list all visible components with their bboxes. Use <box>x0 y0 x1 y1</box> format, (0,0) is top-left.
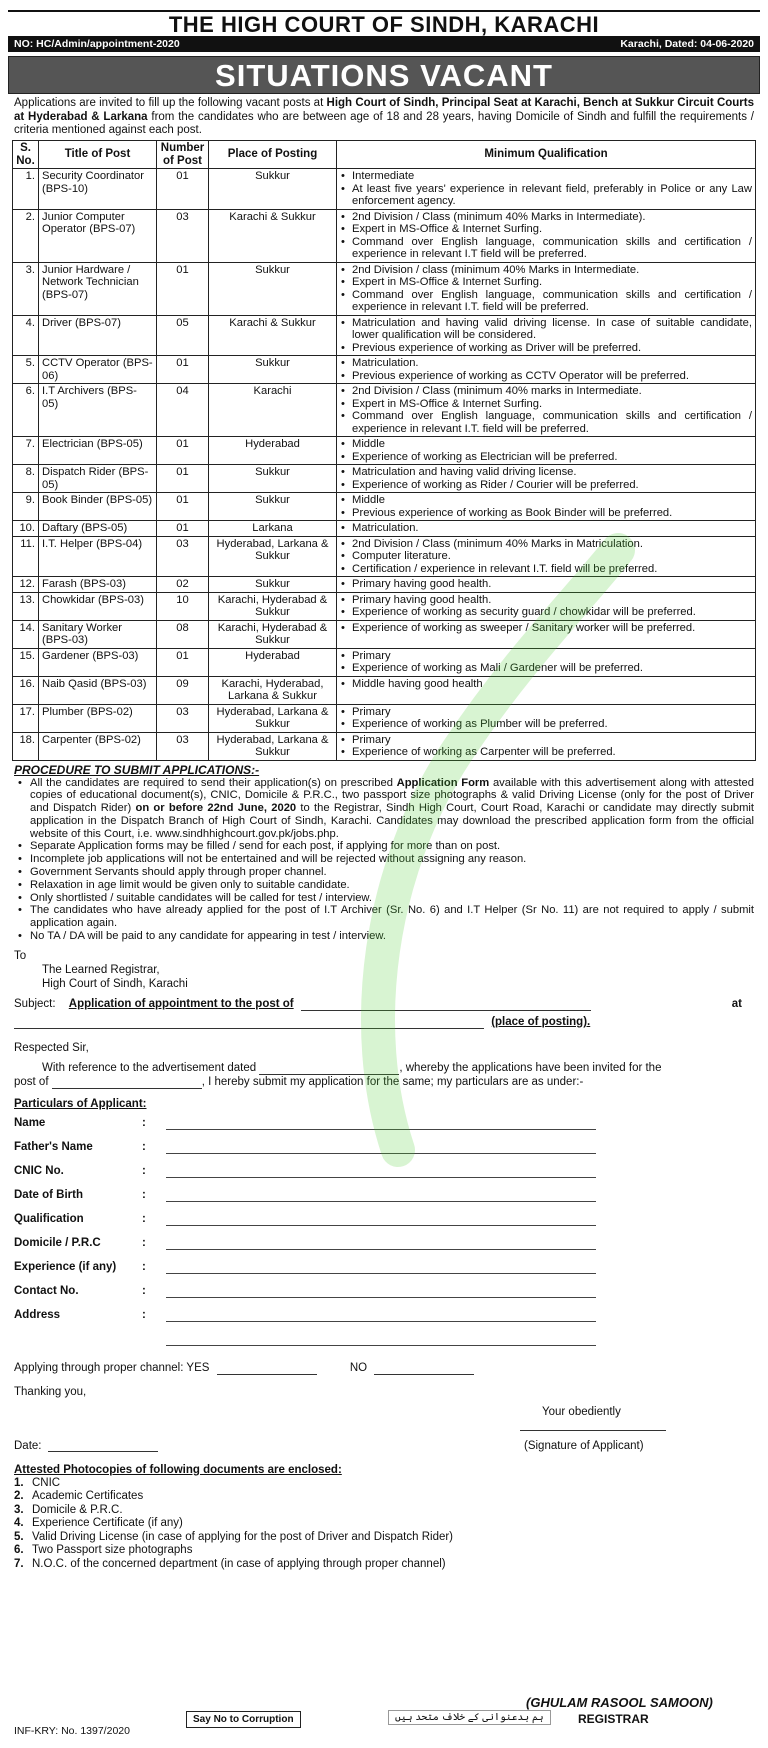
inf-number: INF-KRY: No. 1397/2020 <box>14 1725 130 1737</box>
table-row <box>13 521 756 537</box>
addressee-line-2: High Court of Sindh, Karachi <box>42 977 188 990</box>
procedure-item: • No TA / DA will be paid to any candidate for appearing in test / interview. <box>16 930 754 943</box>
field-colon: : <box>142 1236 146 1249</box>
table-row <box>13 356 756 384</box>
registrar-name: (GHULAM RASOOL SAMOON) <box>526 1695 713 1710</box>
qualification-item: • 2nd Division / Class (minimum 40% Marks in Matriculation. <box>340 538 752 551</box>
field-qualification <box>8 1209 760 1233</box>
vacancy-table <box>12 140 756 761</box>
field-colon: : <box>142 1140 146 1153</box>
cell-sno: 14. <box>13 620 39 648</box>
table-row <box>13 676 756 704</box>
field-address <box>8 1305 760 1329</box>
vacancy-table-body <box>13 169 756 761</box>
field-colon: : <box>142 1284 146 1297</box>
cell-place: Sukkur <box>209 262 337 315</box>
field-label: Experience (if any) <box>14 1260 117 1273</box>
col-number: Number of Post <box>157 141 209 169</box>
field-contact <box>8 1281 760 1305</box>
document-number: 5. <box>14 1530 24 1543</box>
cell-sno: 6. <box>13 384 39 437</box>
col-place: Place of Posting <box>209 141 337 169</box>
qualification-item: • Matriculation. <box>340 522 752 535</box>
cell-number: 01 <box>157 521 209 537</box>
qualification-item: • Experience of working as Mali / Gardener will be preferred. <box>340 662 752 675</box>
field-domicile <box>8 1233 760 1257</box>
intro-paragraph <box>8 94 760 140</box>
cell-place: Karachi, Hyderabad & Sukkur <box>209 592 337 620</box>
cell-qualification <box>337 262 756 315</box>
qualification-list <box>340 522 752 535</box>
cell-place: Hyderabad, Larkana & Sukkur <box>209 704 337 732</box>
court-title: THE HIGH COURT OF SINDH, KARACHI <box>8 10 760 36</box>
domicile-input-line[interactable] <box>166 1249 596 1250</box>
qualification-list <box>340 594 752 619</box>
procedure-item <box>16 777 754 841</box>
qualification-item: • Middle <box>340 494 752 507</box>
cell-place: Karachi, Hyderabad & Sukkur <box>209 620 337 648</box>
field-colon: : <box>142 1116 146 1129</box>
your-obediently: Your obediently <box>542 1405 621 1418</box>
channel-row <box>14 1361 760 1375</box>
reference-bar <box>8 36 760 52</box>
table-row <box>13 262 756 315</box>
qualification-item: • Expert in MS-Office & Internet Surfing. <box>340 223 752 236</box>
qualification-item: • Expert in MS-Office & Internet Surfing. <box>340 276 752 289</box>
registrar-designation: REGISTRAR <box>578 1712 649 1726</box>
cell-qualification <box>337 648 756 676</box>
qualification-list <box>340 170 752 208</box>
qualification-list <box>340 706 752 731</box>
qualification-list <box>340 357 752 382</box>
qualification-list <box>340 264 752 314</box>
advertisement-page <box>8 10 760 1740</box>
cell-sno: 17. <box>13 704 39 732</box>
channel-yes-label: Applying through proper channel: YES <box>14 1361 210 1374</box>
place-row <box>14 1015 760 1033</box>
qualification-list <box>340 538 752 576</box>
document-number: 1. <box>14 1476 24 1489</box>
document-text: Academic Certificates <box>32 1490 144 1503</box>
intro-text-2: from the candidates who are between age of 18 and 28 years, having Domicile of Sindh and fulfill the requirements / criteria mentioned against each post. <box>14 110 754 136</box>
qualification-list <box>340 211 752 261</box>
channel-no-blank[interactable] <box>374 1374 474 1375</box>
qualification-item: • Experience of working as security guard / chowkidar will be preferred. <box>340 606 752 619</box>
field-label: Date of Birth <box>14 1188 83 1201</box>
cell-number: 01 <box>157 437 209 465</box>
document-text: Domicile & P.R.C. <box>32 1503 123 1516</box>
qualification-item: • Computer literature. <box>340 550 752 563</box>
field-colon: : <box>142 1260 146 1273</box>
qualification-item: • Command over English language, communication skills and certification / experience in relevant I.T field will be preferred. <box>340 236 752 261</box>
cell-sno: 11. <box>13 536 39 577</box>
cell-qualification <box>337 384 756 437</box>
cell-title: Naib Qasid (BPS-03) <box>39 676 157 704</box>
cell-sno: 8. <box>13 465 39 493</box>
cell-place: Hyderabad <box>209 437 337 465</box>
procedure-item: • Relaxation in age limit would be given only to suitable candidate. <box>16 879 754 892</box>
document-item <box>14 1531 760 1545</box>
col-sno: S. No. <box>13 141 39 169</box>
channel-no-label: NO <box>349 1361 368 1374</box>
reference-text: , I hereby submit my application for the same; my particulars are as under:- <box>201 1075 584 1088</box>
cell-title: Plumber (BPS-02) <box>39 704 157 732</box>
qualification-list <box>340 622 752 635</box>
field-label: Father's Name <box>14 1140 93 1153</box>
cell-qualification <box>337 169 756 210</box>
address-input-line[interactable] <box>166 1321 596 1322</box>
name-input-line[interactable] <box>166 1129 596 1130</box>
field-label: Domicile / P.R.C <box>14 1236 101 1249</box>
document-item <box>14 1544 760 1558</box>
field-label: Qualification <box>14 1212 84 1225</box>
qualification-input-line[interactable] <box>166 1225 596 1226</box>
cell-title: Carpenter (BPS-02) <box>39 732 157 760</box>
cell-title: Electrician (BPS-05) <box>39 437 157 465</box>
qualification-item: • Matriculation and having valid driving license. <box>340 466 752 479</box>
cell-title: Farash (BPS-03) <box>39 577 157 593</box>
qualification-item: • Experience of working as Carpenter will be preferred. <box>340 746 752 759</box>
procedure-item: • Separate Application forms may be filled / send for each post, if applying for more than on post. <box>16 840 754 853</box>
field-dob <box>8 1185 760 1209</box>
field-name <box>8 1113 760 1137</box>
qualification-item: • Matriculation. <box>340 357 752 370</box>
cell-number: 01 <box>157 648 209 676</box>
cell-sno: 3. <box>13 262 39 315</box>
cell-place: Hyderabad <box>209 648 337 676</box>
cell-place: Karachi & Sukkur <box>209 209 337 262</box>
table-row <box>13 704 756 732</box>
date-label: Date: <box>14 1439 42 1452</box>
cell-place: Sukkur <box>209 356 337 384</box>
table-row <box>13 493 756 521</box>
cell-qualification <box>337 437 756 465</box>
reference-line <box>14 1061 760 1075</box>
reference-line-2 <box>14 1075 760 1089</box>
cell-place: Larkana <box>209 521 337 537</box>
field-colon: : <box>142 1188 146 1201</box>
cell-number: 03 <box>157 704 209 732</box>
cell-title: Book Binder (BPS-05) <box>39 493 157 521</box>
qualification-item: • Previous experience of working as CCTV Operator will be preferred. <box>340 370 752 383</box>
qualification-list <box>340 678 752 691</box>
field-colon: : <box>142 1308 146 1321</box>
father-name-input-line[interactable] <box>166 1153 596 1154</box>
cnic-input-line[interactable] <box>166 1177 596 1178</box>
cell-sno: 1. <box>13 169 39 210</box>
signature-line[interactable] <box>520 1427 666 1431</box>
table-row <box>13 648 756 676</box>
date-signature-row <box>14 1423 760 1457</box>
field-father-name <box>8 1137 760 1161</box>
qualification-list <box>340 578 752 591</box>
cell-title: Sanitary Worker (BPS-03) <box>39 620 157 648</box>
reference-text: , whereby the applications have been invited for the <box>399 1061 662 1074</box>
qualification-item: • Primary <box>340 650 752 663</box>
field-cnic <box>8 1161 760 1185</box>
addressee-line-1: The Learned Registrar, <box>42 963 160 976</box>
document-item <box>14 1490 760 1504</box>
cell-number: 05 <box>157 315 209 356</box>
cell-place: Karachi <box>209 384 337 437</box>
qualification-list <box>340 466 752 491</box>
field-label: Address <box>14 1308 61 1321</box>
cell-number: 09 <box>157 676 209 704</box>
cell-title: Junior Computer Operator (BPS-07) <box>39 209 157 262</box>
cell-sno: 16. <box>13 676 39 704</box>
to-label: To <box>14 949 27 962</box>
cell-sno: 10. <box>13 521 39 537</box>
qualification-item: • Middle having good health <box>340 678 752 691</box>
procedure-list <box>8 777 760 943</box>
contact-input-line[interactable] <box>166 1297 596 1298</box>
qualification-list <box>340 385 752 435</box>
cell-qualification <box>337 356 756 384</box>
qualification-item: • Experience of working as Electrician will be preferred. <box>340 451 752 464</box>
cell-sno: 15. <box>13 648 39 676</box>
field-label: Contact No. <box>14 1284 79 1297</box>
table-row <box>13 315 756 356</box>
cell-number: 03 <box>157 536 209 577</box>
document-text: Experience Certificate (if any) <box>32 1517 183 1530</box>
cell-qualification <box>337 209 756 262</box>
qualification-item: • Primary <box>340 734 752 747</box>
cell-sno: 13. <box>13 592 39 620</box>
document-number: 6. <box>14 1544 24 1557</box>
table-row <box>13 620 756 648</box>
table-row <box>13 384 756 437</box>
thanking-you: Thanking you, <box>14 1385 87 1398</box>
qualification-item: • 2nd Division / Class (minimum 40% marks in Intermediate. <box>340 385 752 398</box>
procedure-item: • The candidates who have already applied for the post of I.T Archiver (Sr. No. 6) and I.T Helper (Sr No. 11) are not required to apply / submit application again. <box>16 904 754 930</box>
cell-qualification <box>337 592 756 620</box>
procedure-item: • Only shortlisted / suitable candidates will be called for test / interview. <box>16 892 754 905</box>
cell-place: Sukkur <box>209 169 337 210</box>
reference-text: post of <box>14 1075 49 1088</box>
field-colon: : <box>142 1212 146 1225</box>
situations-vacant-banner: SITUATIONS VACANT <box>8 56 760 94</box>
cell-number: 01 <box>157 465 209 493</box>
cell-qualification <box>337 536 756 577</box>
cell-place: Sukkur <box>209 465 337 493</box>
field-label: CNIC No. <box>14 1164 64 1177</box>
cell-sno: 2. <box>13 209 39 262</box>
application-form <box>8 949 760 1111</box>
procedure-text: available with this advertisement along with attested copies of educational document(s), CNIC, Domicile & P.R.C., two passport size photographs & valid Driving License (only for the post of Driver and Dispatch Rider) <box>30 776 754 815</box>
procedure-item: • Government Servants should apply through proper channel. <box>16 866 754 879</box>
table-row <box>13 209 756 262</box>
cell-title: Junior Hardware / Network Technician (BPS-07) <box>39 262 157 315</box>
procedure-text: to the Registrar, Sindh High Court, Court Road, Karachi or candidate may directly submit application in the Dispatch Branch of High Court of Sindh, Karachi. Candidates may download the prescribed application form from the official website of this Court, i.e. www.sindhhighcourt.gov.pk/jobs.php. <box>30 802 754 840</box>
subject-label: Subject: <box>14 997 56 1010</box>
table-row <box>13 732 756 760</box>
cell-qualification <box>337 732 756 760</box>
procedure-bold: Application Form <box>396 776 490 789</box>
cell-qualification <box>337 620 756 648</box>
qualification-list <box>340 734 752 759</box>
qualification-item: • Previous experience of working as Book Binder will be preferred. <box>340 507 752 520</box>
intro-text-1: Applications are invited to fill up the following vacant posts at <box>14 97 327 109</box>
qualification-list <box>340 494 752 519</box>
documents-heading: Attested Photocopies of following documents are enclosed: <box>14 1463 342 1476</box>
qualification-item: • Primary having good health. <box>340 594 752 607</box>
signature-label: (Signature of Applicant) <box>524 1439 644 1452</box>
table-row <box>13 169 756 210</box>
qualification-item: • Expert in MS-Office & Internet Surfing. <box>340 398 752 411</box>
qualification-list <box>340 650 752 675</box>
cell-qualification <box>337 521 756 537</box>
qualification-item: • Experience of working as sweeper / Sanitary worker will be preferred. <box>340 622 752 635</box>
procedure-item: • Incomplete job applications will not be entertained and will be rejected without assigning any reason. <box>16 853 754 866</box>
procedure-heading: PROCEDURE TO SUBMIT APPLICATIONS:- <box>14 762 260 777</box>
qualification-item: • Experience of working as Plumber will be preferred. <box>340 718 752 731</box>
post-name-blank[interactable] <box>301 1010 591 1011</box>
channel-yes-blank[interactable] <box>217 1374 317 1375</box>
cell-place: Hyderabad, Larkana & Sukkur <box>209 732 337 760</box>
cell-number: 01 <box>157 169 209 210</box>
cell-number: 02 <box>157 577 209 593</box>
qualification-item: • Certification / experience in relevant I.T. field will be preferred. <box>340 563 752 576</box>
cell-number: 04 <box>157 384 209 437</box>
cell-qualification <box>337 315 756 356</box>
qualification-item: • Matriculation and having valid driving license. In case of suitable candidate, lower qualification will be considered. <box>340 317 752 342</box>
cell-qualification <box>337 493 756 521</box>
cell-number: 01 <box>157 493 209 521</box>
qualification-item: • 2nd Division / Class (minimum 40% Marks in Intermediate). <box>340 211 752 224</box>
qualification-item: • Command over English language, communication skills and certification / experience in relevant I.T. field will be preferred. <box>340 289 752 314</box>
cell-title: Chowkidar (BPS-03) <box>39 592 157 620</box>
document-text: CNIC <box>32 1476 61 1489</box>
cell-number: 01 <box>157 356 209 384</box>
cell-place: Karachi & Sukkur <box>209 315 337 356</box>
experience-input-line[interactable] <box>166 1273 596 1274</box>
address-input-line-2[interactable] <box>166 1345 596 1346</box>
dob-input-line[interactable] <box>166 1201 596 1202</box>
subject-at: at <box>731 997 742 1010</box>
table-row <box>13 592 756 620</box>
documents-list <box>8 1477 760 1572</box>
qualification-item: • 2nd Division / class (minimum 40% Marks in Intermediate. <box>340 264 752 277</box>
cell-place: Sukkur <box>209 577 337 593</box>
cell-place: Sukkur <box>209 493 337 521</box>
cell-qualification <box>337 577 756 593</box>
cell-title: Daftary (BPS-05) <box>39 521 157 537</box>
qualification-item: • Primary having good health. <box>340 578 752 591</box>
closing-section <box>8 1361 760 1477</box>
table-row <box>13 465 756 493</box>
qualification-item: • Experience of working as Rider / Courier will be preferred. <box>340 479 752 492</box>
document-number: 3. <box>14 1503 24 1516</box>
document-text: Two Passport size photographs <box>32 1544 193 1557</box>
cell-number: 03 <box>157 732 209 760</box>
salutation: Respected Sir, <box>14 1041 89 1054</box>
qualification-item: • Command over English language, communication skills and certification / experience in relevant I.T. field will be preferred. <box>340 410 752 435</box>
cell-place: Karachi, Hyderabad, Larkana & Sukkur <box>209 676 337 704</box>
cell-number: 08 <box>157 620 209 648</box>
cell-title: Driver (BPS-07) <box>39 315 157 356</box>
table-row <box>13 577 756 593</box>
deadline-bold: on or before 22nd June, 2020 <box>135 802 297 815</box>
intro-bold: High Court of Sindh, Principal Seat at Karachi, Bench at Sukkur Circuit Courts at Hyderabad & Larkana <box>14 97 754 123</box>
col-title: Title of Post <box>39 141 157 169</box>
say-no-to-corruption-badge: Say No to Corruption <box>186 1711 301 1728</box>
field-colon: : <box>142 1164 146 1177</box>
cell-sno: 5. <box>13 356 39 384</box>
document-item <box>14 1558 760 1572</box>
qualification-item: • At least five years' experience in relevant field, preferably in Police or any Law enforcement agency. <box>340 183 752 208</box>
cell-number: 03 <box>157 209 209 262</box>
field-address-2 <box>8 1329 760 1353</box>
field-experience <box>8 1257 760 1281</box>
cell-sno: 9. <box>13 493 39 521</box>
cell-title: I.T. Helper (BPS-04) <box>39 536 157 577</box>
cell-number: 10 <box>157 592 209 620</box>
qualification-item: • Primary <box>340 706 752 719</box>
cell-title: I.T Archivers (BPS-05) <box>39 384 157 437</box>
cell-sno: 4. <box>13 315 39 356</box>
document-number: 2. <box>14 1490 24 1503</box>
document-text: N.O.C. of the concerned department (in case of applying through proper channel) <box>32 1557 446 1570</box>
cell-sno: 18. <box>13 732 39 760</box>
table-header-row <box>13 141 756 169</box>
document-item <box>14 1517 760 1531</box>
field-label: Name <box>14 1116 46 1129</box>
reference-text: With reference to the advertisement dated <box>42 1061 257 1074</box>
qualification-item: • Previous experience of working as Driver will be preferred. <box>340 342 752 355</box>
date-blank[interactable] <box>48 1439 158 1452</box>
particulars-heading: Particulars of Applicant: <box>14 1097 147 1110</box>
cell-place: Hyderabad, Larkana & Sukkur <box>209 536 337 577</box>
particulars-fields <box>8 1113 760 1353</box>
qualification-item: • Middle <box>340 438 752 451</box>
place-of-posting: (place of posting). <box>491 1015 591 1028</box>
cell-title: Dispatch Rider (BPS-05) <box>39 465 157 493</box>
qualification-list <box>340 317 752 355</box>
qualification-list <box>340 438 752 463</box>
cell-sno: 12. <box>13 577 39 593</box>
post-blank[interactable] <box>52 1088 202 1089</box>
cell-qualification <box>337 676 756 704</box>
document-text: Valid Driving License (in case of applying for the post of Driver and Dispatch Rider) <box>32 1530 454 1543</box>
table-row <box>13 437 756 465</box>
cell-title: Gardener (BPS-03) <box>39 648 157 676</box>
cell-title: CCTV Operator (BPS-06) <box>39 356 157 384</box>
reference-number: NO: HC/Admin/appointment-2020 <box>14 38 180 50</box>
urdu-slogan: ہم بدعنوانی کے خلاف متحد ہیں <box>388 1710 551 1725</box>
cell-sno: 7. <box>13 437 39 465</box>
procedure-text: All the candidates are required to send their application(s) on prescribed <box>30 776 397 789</box>
col-qualification: Minimum Qualification <box>337 141 756 169</box>
document-item <box>14 1504 760 1518</box>
document-item <box>14 1477 760 1491</box>
qualification-item: • Intermediate <box>340 170 752 183</box>
cell-title: Security Coordinator (BPS-10) <box>39 169 157 210</box>
cell-number: 01 <box>157 262 209 315</box>
place-blank[interactable] <box>14 1028 484 1029</box>
document-number: 4. <box>14 1517 24 1530</box>
document-number: 7. <box>14 1557 24 1570</box>
subject-text: Application of appointment to the post of <box>68 997 294 1010</box>
cell-qualification <box>337 465 756 493</box>
table-row <box>13 536 756 577</box>
date-line: Karachi, Dated: 04-06-2020 <box>620 38 754 50</box>
cell-qualification <box>337 704 756 732</box>
subject-row <box>14 997 760 1015</box>
